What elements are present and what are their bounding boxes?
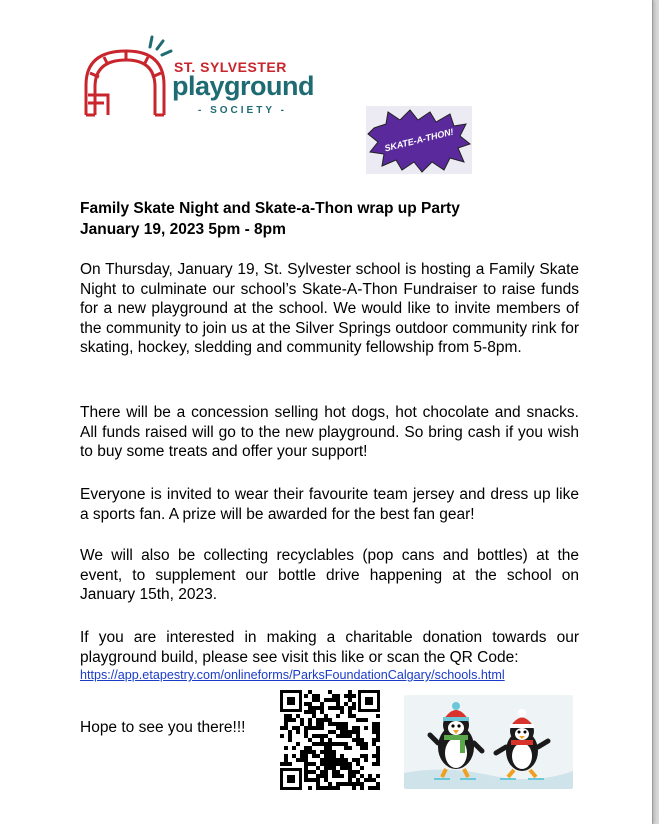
- event-title: Family Skate Night and Skate-a-Thon wrap up Party: [80, 200, 460, 217]
- logo-line-st-sylvester: ST. SYLVESTER: [174, 59, 287, 75]
- event-datetime: January 19, 2023 5pm - 8pm: [80, 221, 286, 238]
- event-heading: [80, 198, 460, 240]
- paragraph-recyclables: We will also be collecting recyclables (pop cans and bottles) at the event, to supplement our bottle drive happening at the school on January 15th, 2023.: [80, 547, 579, 604]
- closing-text: Hope to see you there!!!: [80, 719, 246, 736]
- paragraph-donation: If you are interested in making a charitable donation towards our playground build, please see visit this like or scan the QR Code:: [80, 629, 579, 666]
- logo-line-society: - SOCIETY -: [198, 105, 287, 116]
- playground-arch-icon: [82, 33, 182, 123]
- paragraph-intro: On Thursday, January 19, St. Sylvester school is hosting a Family Skate Night to culminate our school’s Skate-A-Thon Fundraiser to raise funds for a new playground at the school. We would like to invite members of the community to join us at the Silver Springs outdoor community rink for skating, hockey, sledding and community fellowship from 5-8pm.: [80, 261, 579, 357]
- playground-society-logo: [82, 33, 332, 123]
- logo-line-playground: playground: [172, 71, 314, 101]
- badge-text: SKATE-A-THON!: [383, 126, 455, 154]
- paragraph-jersey: Everyone is invited to wear their favourite team jersey and dress up like a sports fan. A prize will be awarded for the best fan gear!: [80, 486, 579, 523]
- penguin-skaters-image: [404, 695, 573, 789]
- paragraph-concession: There will be a concession selling hot dogs, hot chocolate and snacks. All funds raised will go to the new playground. So bring cash if you wish to buy some treats and offer your support!: [80, 404, 579, 461]
- qr-code[interactable]: [280, 690, 380, 790]
- skate-a-thon-badge: [366, 106, 472, 174]
- donation-link[interactable]: https://app.etapestry.com/onlineforms/ParksFoundationCalgary/schools.html: [80, 668, 505, 682]
